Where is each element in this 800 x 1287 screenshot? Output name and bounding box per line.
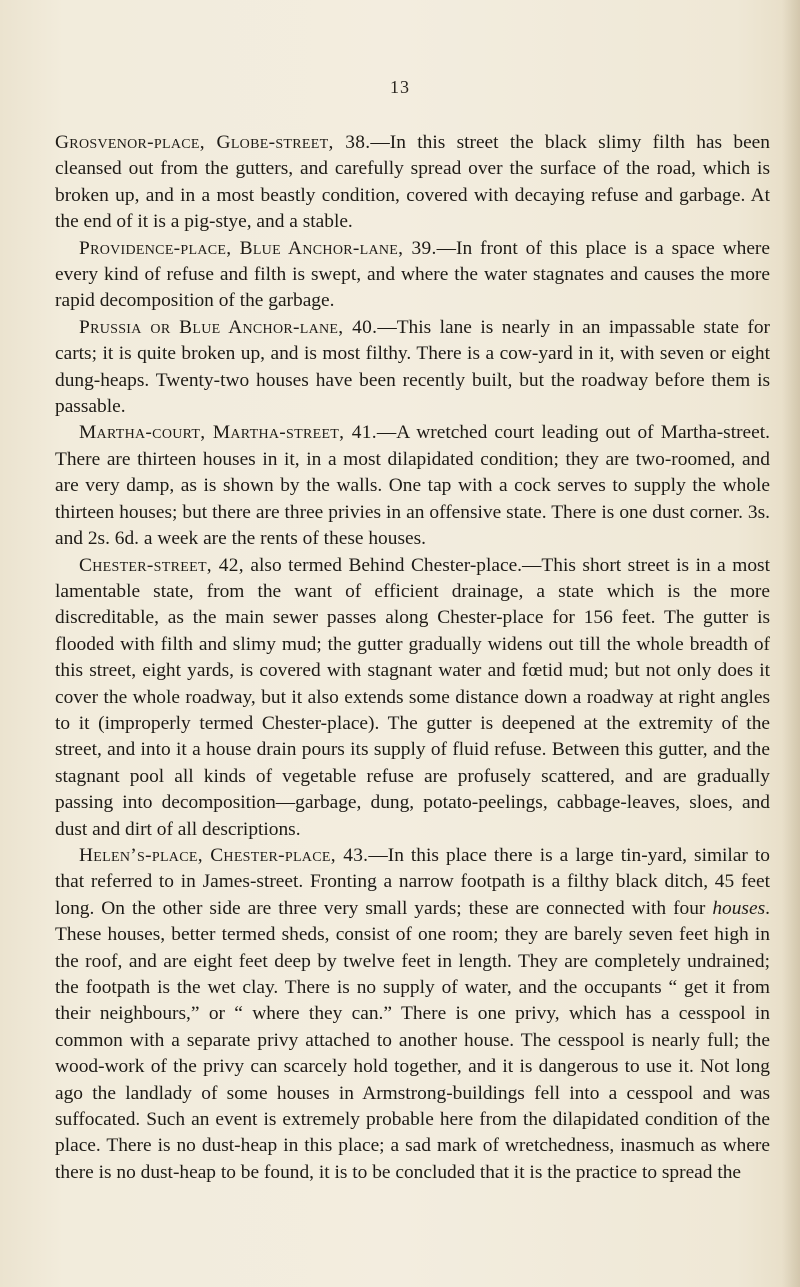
paragraph-prussia-lane xyxy=(55,315,770,421)
paragraph-heading: Helen’s-place, Chester-place, 43. xyxy=(79,844,369,866)
page-edge-shadow xyxy=(782,0,800,1287)
paragraph-chester-street xyxy=(55,553,770,843)
paragraph-grosvenor-place xyxy=(55,130,770,236)
paragraph-heading: Prussia or Blue Anchor-lane, 40. xyxy=(79,316,378,338)
paragraph-text: —A wretched court leading out of Martha-street. There are thirteen houses in it, in a most dilapidated condition; they are two-roomed, and are very damp, as is shown by the walls. One tap with a cock serves to supply the whole thirteen houses; but there are three privies in an offensive state. There is one dust corner. 3s. and 2s. 6d. a week are the rents of these houses. xyxy=(55,422,770,550)
paragraph-heading: Grosvenor-place, Globe-street, 38. xyxy=(55,132,371,153)
paragraph-text: . These houses, better termed sheds, consist of one room; they are barely seven feet high in the roof, and are eight feet deep by twelve feet in length. They are completely undrained; the footpath is the wet clay. There is no supply of water, and the occupants “ get it from their neighbours,” or “ where they can.” There is one privy, which has a cesspool in common with a separate privy attached to another house. The cesspool is nearly full; the wood-work of the privy can scarcely hold together, and it is dangerous to use it. Not long ago the landlady of some houses in Armstrong-buildings fell into a cesspool and was suffocated. Such an event is extremely probable here from the dilapidated condition of the place. There is no dust-heap in this place; a sad mark of wretchedness, inasmuch as where there is no dust-heap to be found, it is to be concluded that it is the practice to spread the xyxy=(55,897,770,1183)
paragraph-heading: Martha-court, Martha-street, 41. xyxy=(79,422,377,444)
paragraph-text: —In this place there is a large tin-yard, similar to that referred to in James-street. Fronting a narrow footpath is a filthy black ditch, 45 feet long. On the other side are three very small yards; these are connected with four xyxy=(55,844,770,919)
paragraph-heading: Providence-place, Blue Anchor-lane, 39. xyxy=(79,237,437,259)
paragraph-italic-word: houses xyxy=(712,897,766,919)
paragraph-text: —This lane is nearly in an impassable state for carts; it is quite broken up, and is most filthy. There is a cow-yard in it, with seven or eight dung-heaps. Twenty-two houses have been recently built, but the roadway before them is passable. xyxy=(55,316,770,418)
paragraph-helens-place xyxy=(55,843,770,1186)
body-text xyxy=(55,130,770,1186)
paragraph-text: —In this street the black slimy filth has been cleansed out from the gutters, and carefully spread over the surface of the road, which is broken up, and in a most beastly condition, covered with decaying refuse and garbage. At the end of it is a pig-stye, and a stable. xyxy=(55,132,770,233)
paragraph-providence-place xyxy=(55,236,770,315)
page-number: 13 xyxy=(390,77,410,97)
paragraph-text: also termed Behind Chester-place.—This short street is in a most lamentable state, from the want of efficient drainage, a state which is the more discreditable, as the main sewer passes along Chester-place for 156 feet. The gutter is flooded with filth and slimy mud; the gutter gradually widens out till the whole breadth of this street, eight yards, is covered with stagnant water and fœtid mud; but not only does it cover the whole roadway, but it also extends some distance down a roadway at right angles to it (improperly termed Chester-place). The gutter is deepened at the extremity of the street, and into it a house drain pours its supply of fluid refuse. Between this gutter, and the stagnant pool all kinds of vegetable refuse are profusely scattered, and are gradually passing into decomposition—garbage, dung, potato-peelings, cabbage-leaves, sloes, and dust and dirt of all descriptions. xyxy=(55,554,770,840)
paragraph-martha-court xyxy=(55,420,770,552)
paragraph-text: —In front of this place is a space where every kind of refuse and filth is swept, and where the water stagnates and causes the more rapid decomposition of the garbage. xyxy=(55,237,770,312)
paragraph-heading: Chester-street, 42, xyxy=(79,554,244,576)
